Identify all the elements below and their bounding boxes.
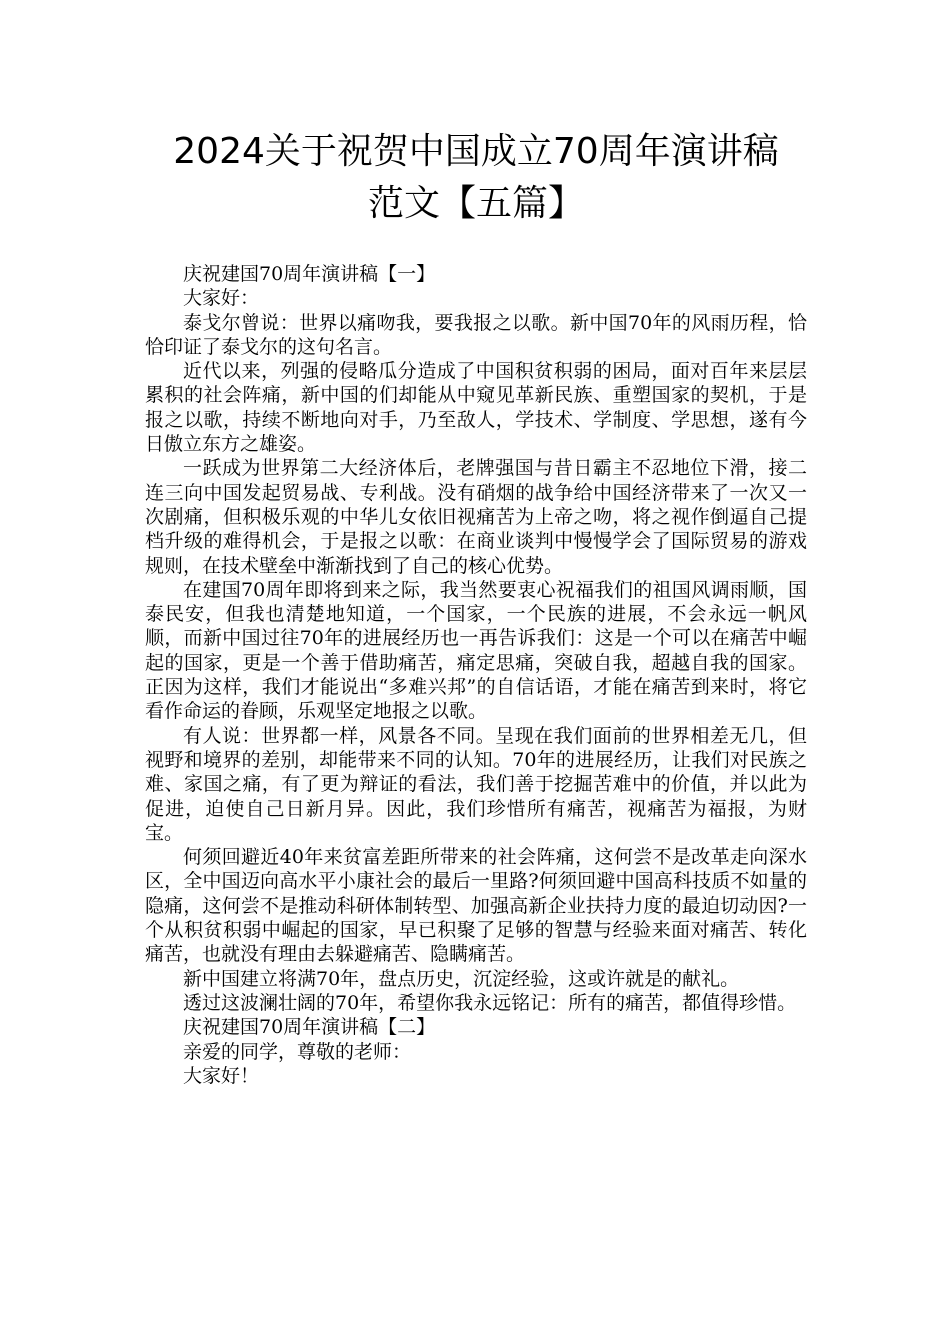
greeting: 大家好！ [183, 1064, 260, 1087]
paragraph: 泰戈尔曾说：世界以痛吻我，要我报之以歌。新中国70年的风雨历程，恰恰印证了泰戈尔的这句名言。 [145, 311, 807, 358]
title-line-1: 2024关于祝贺中国成立70周年演讲稿 [173, 131, 779, 172]
section-heading-1: 庆祝建国70周年演讲稿【一】 [183, 263, 436, 285]
document-page [145, 126, 807, 1088]
salutation: 亲爱的同学，尊敬的老师： [183, 1040, 412, 1063]
paragraph: 在建国70周年即将到来之际，我当然要衷心祝福我们的祖国风调雨顺，国泰民安，但我也清楚地知道，一个国家，一个民族的进展，不会永远一帆风顺，而新中国过往70年的进展经历也一再告诉我们：这是一个可以在痛苦中崛起的国家，更是一个善于借助痛苦，痛定思痛，突破自我，超越自我的国家。正因为这样，我们才能说出“多难兴邦”的自信话语，才能在痛苦到来时，将它看作命运的眷顾，乐观坚定地报之以歌。 [145, 578, 807, 723]
greeting: 大家好： [183, 287, 260, 310]
paragraph: 何须回避近40年来贫富差距所带来的社会阵痛，这何尝不是改革走向深水区，全中国迈向高水平小康社会的最后一里路?何须回避中国高科技质不如量的隐痛，这何尝不是推动科研体制转型、加强高新企业扶持力度的最迫切动因?一个从积贫积弱中崛起的国家，早已积聚了足够的智慧与经验来面对痛苦、转化痛苦，也就没有理由去躲避痛苦、隐瞒痛苦。 [145, 846, 807, 966]
title-line-2: 范文【五篇】 [367, 183, 584, 224]
paragraph: 一跃成为世界第二大经济体后，老牌强国与昔日霸主不忍地位下滑，接二连三向中国发起贸易战、专利战。没有硝烟的战争给中国经济带来了一次又一次剧痛，但积极乐观的中华儿女依旧视痛苦为上帝之吻，将之视作倒逼自己提档升级的难得机会，于是报之以歌：在商业谈判中慢慢学会了国际贸易的游戏规则，在技术壁垒中渐渐找到了自己的核心优势。 [145, 457, 807, 577]
document-body [145, 262, 807, 1088]
paragraph: 有人说：世界都一样，风景各不同。呈现在我们面前的世界相差无几，但视野和境界的差别，却能带来不同的认知。70年的进展经历，让我们对民族之难、家国之痛，有了更为辩证的看法，我们善于挖掘苦难中的价值，并以此为促进，迫使自己日新月异。因此，我们珍惜所有痛苦，视痛苦为福报，为财宝。 [145, 724, 807, 844]
paragraph: 近代以来，列强的侵略瓜分造成了中国积贫积弱的困局，面对百年来层层累积的社会阵痛，新中国的们却能从中窥见革新民族、重塑国家的契机，于是报之以歌，持续不断地向对手，乃至敌人，学技术、学制度、学思想，遂有今日傲立东方之雄姿。 [145, 360, 807, 456]
document-title [145, 126, 807, 230]
paragraph: 新中国建立将满70年，盘点历史，沉淀经验，这或许就是的献礼。 [183, 967, 740, 990]
section-heading-2: 庆祝建国70周年演讲稿【二】 [183, 1016, 436, 1039]
paragraph: 透过这波澜壮阔的70年，希望你我永远铭记：所有的痛苦，都值得珍惜。 [183, 991, 797, 1014]
